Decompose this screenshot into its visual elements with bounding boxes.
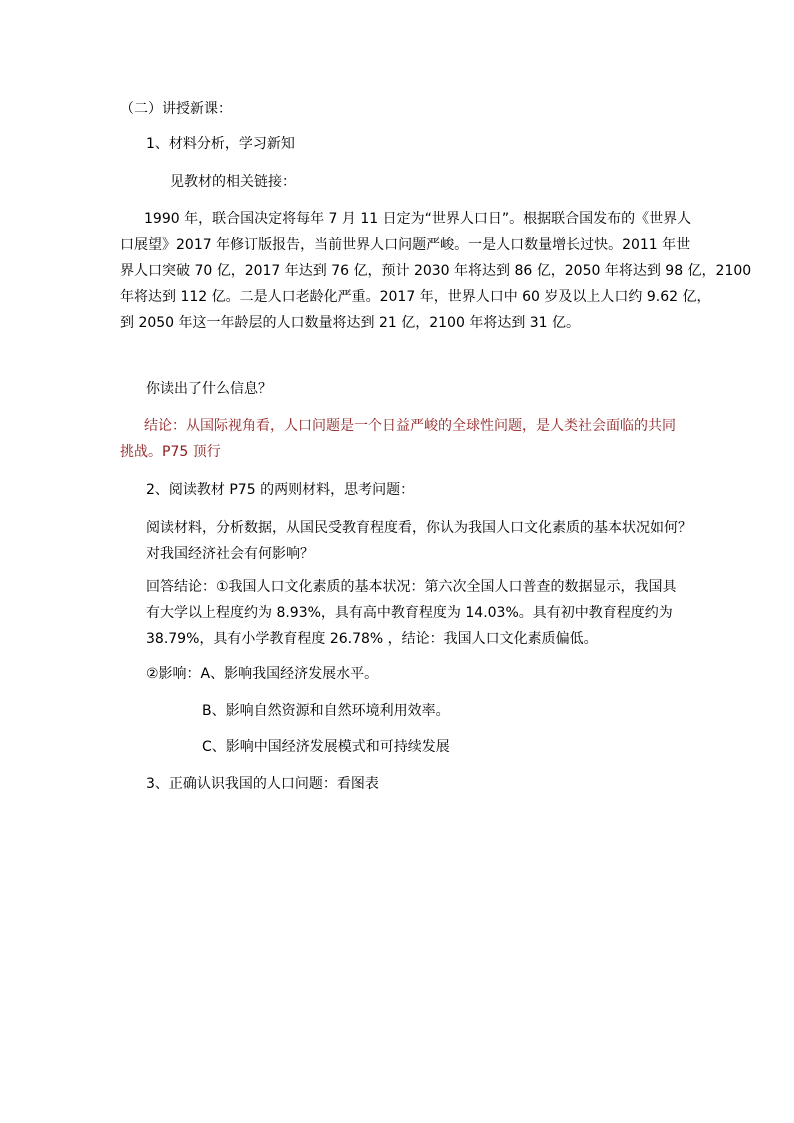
- item2-answer-line: 38.79%，具有小学教育程度 26.78% ，结论：我国人口文化素质偏低。: [146, 631, 598, 647]
- item2-question-line: 对我国经济社会有何影响？: [146, 546, 314, 562]
- item2-question: [146, 515, 692, 567]
- item3-title: 3、正确认识我国的人口问题：看图表: [146, 776, 379, 792]
- item1-conclusion-line: 结论：从国际视角看，人口问题是一个日益严峻的全球性问题，是人类社会面临的共同: [144, 418, 676, 434]
- item1-paragraph-line: 界人口突破 70 亿，2017 年达到 76 亿，预计 2030 年将达到 86 亿，2050 年将达到 98 亿，2100: [120, 263, 752, 279]
- item2-answer-line: 有大学以上程度约为 8.93%，具有高中教育程度为 14.03%。具有初中教育程度约为: [146, 605, 673, 621]
- section-heading: （二）讲授新课：: [120, 101, 232, 117]
- item2-answer-line: 回答结论：①我国人口文化素质的基本状况：第六次全国人口普查的数据显示，我国具: [146, 579, 677, 595]
- item2-impact-c: C、影响中国经济发展模式和可持续发展: [202, 739, 450, 755]
- item1-paragraph-line: 年将达到 112 亿。二是人口老龄化严重。2017 年，世界人口中 60 岁及以上人口约 9.62 亿，: [120, 289, 711, 305]
- item1-question: 你读出了什么信息？: [146, 381, 272, 397]
- item1-paragraph: [120, 206, 751, 336]
- item1-conclusion: [120, 413, 676, 465]
- item2-impact-a: ②影响：A、影响我国经济发展水平。: [146, 666, 379, 682]
- item1-link-label: 见教材的相关链接：: [170, 174, 296, 190]
- item2-impact-b: B、影响自然资源和自然环境利用效率。: [202, 703, 450, 719]
- item2-question-line: 阅读材料，分析数据，从国民受教育程度看，你认为我国人口文化素质的基本状况如何？: [146, 520, 692, 536]
- item1-paragraph-line: 到 2050 年这一年龄层的人口数量将达到 21 亿，2100 年将达到 31 亿。: [120, 315, 581, 331]
- item2-title: 2、阅读教材 P75 的两则材料，思考问题：: [146, 482, 415, 498]
- item1-title: 1、材料分析，学习新知: [146, 136, 295, 152]
- item2-answer: [146, 574, 677, 652]
- item1-paragraph-line: 1990 年，联合国决定将每年 7 月 11 日定为“世界人口日”。根据联合国发布的《世界人: [144, 211, 692, 227]
- item1-paragraph-line: 口展望》2017 年修订版报告，当前世界人口问题严峻。一是人口数量增长过快。2011 年世: [120, 237, 691, 253]
- item1-conclusion-line: 挑战。P75 顶行: [120, 444, 221, 460]
